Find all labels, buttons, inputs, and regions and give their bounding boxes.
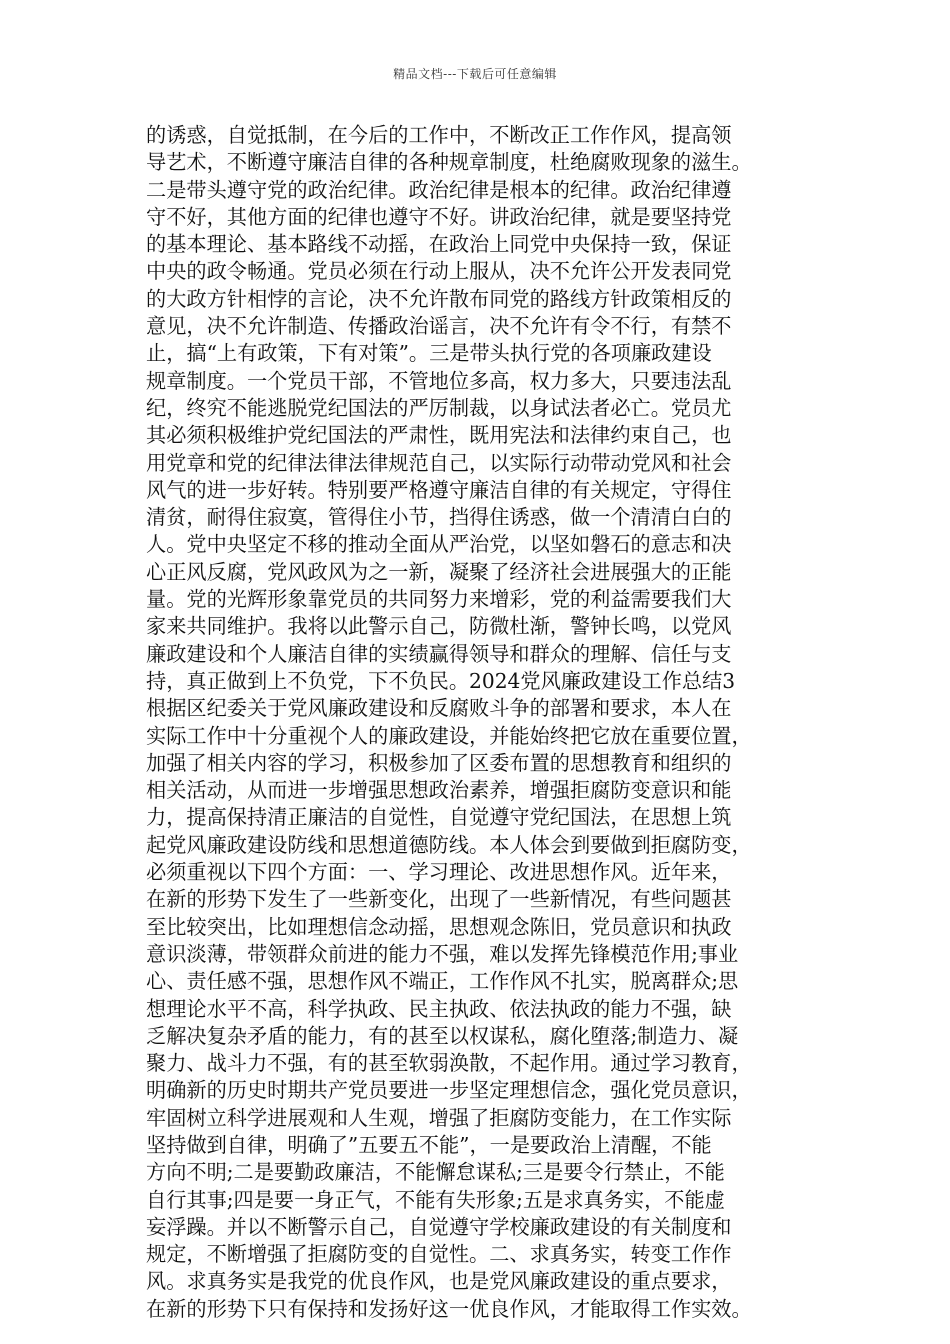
text-line: 在新的形势下发生了一些新变化，出现了一些新情况，有些问题甚 [146, 887, 732, 912]
text-line: 的大政方针相悖的言论，决不允许散布同党的路线方针政策相反的 [146, 286, 732, 311]
text-line: 守不好，其他方面的纪律也遵守不好。讲政治纪律，就是要坚持党 [146, 204, 732, 229]
text-line: 力，提高保持清正廉洁的自觉性，自觉遵守党纪国法，在思想上筑 [146, 805, 732, 830]
text-line: 自行其事;四是要一身正气，不能有失形象;五是求真务实，不能虚 [146, 1187, 725, 1212]
text-line: 明确新的历史时期共产党员要进一步坚定理想信念，强化党员意识， [146, 1078, 752, 1103]
text-line: 的基本理论、基本路线不动摇，在政治上同党中央保持一致，保证 [146, 232, 732, 257]
text-line: 妄浮躁。并以不断警示自己，自觉遵守学校廉政建设的有关制度和 [146, 1214, 732, 1239]
text-line: 心、责任感不强，思想作风不端正，工作作风不扎实，脱离群众;思 [146, 969, 739, 994]
text-line: 必须重视以下四个方面：一、学习理论、改进思想作风。近年来， [146, 860, 732, 885]
text-line: 用党章和党的纪律法律法律规范自己，以实际行动带动党风和社会 [146, 450, 732, 475]
text-line: 二是带头遵守党的政治纪律。政治纪律是根本的纪律。政治纪律遵 [146, 177, 732, 202]
text-line: 廉政建设和个人廉洁自律的实绩赢得领导和群众的理解、信任与支 [146, 641, 732, 666]
text-line: 风气的进一步好转。特别要严格遵守廉洁自律的有关规定，守得住 [146, 477, 732, 502]
text-line: 规章制度。一个党员干部，不管地位多高，权力多大，只要违法乱 [146, 368, 732, 393]
text-line: 持，真正做到上不负党，下不负民。2024党风廉政建设工作总结3 [146, 668, 736, 693]
text-line: 清贫，耐得住寂寞，管得住小节，挡得住诱惑，做一个清清白白的 [146, 505, 732, 530]
text-line: 量。党的光辉形象靠党员的共同努力来增彩，党的利益需要我们大 [146, 587, 732, 612]
text-line: 方向不明;二是要勤政廉洁，不能懈怠谋私;三是要令行禁止，不能 [146, 1160, 725, 1185]
text-line: 其必须积极维护党纪国法的严肃性，既用宪法和法律约束自己，也 [146, 423, 732, 448]
text-line: 根据区纪委关于党风廉政建设和反腐败斗争的部署和要求，本人在 [146, 696, 732, 721]
text-line: 意识淡薄，带领群众前进的能力不强，难以发挥先锋模范作用;事业 [146, 941, 739, 966]
text-line: 相关活动，从而进一步增强思想政治素养，增强拒腐防变意识和能 [146, 778, 732, 803]
body-text [146, 122, 826, 1323]
text-line: 在新的形势下只有保持和发扬好这一优良作风，才能取得工作实效。 [146, 1296, 752, 1321]
text-line: 牢固树立科学进展观和人生观，增强了拒腐防变能力，在工作实际 [146, 1105, 732, 1130]
text-line: 坚持做到自律，明确了”五要五不能”，一是要政治上清醒，不能 [146, 1132, 712, 1157]
text-line: 导艺术，不断遵守廉洁自律的各种规章制度，杜绝腐败现象的滋生。 [146, 150, 752, 175]
text-line: 中央的政令畅通。党员必须在行动上服从，决不允许公开发表同党 [146, 259, 732, 284]
text-line: 止，搞“上有政策，下有对策”。三是带头执行党的各项廉政建设 [146, 341, 712, 366]
text-line: 人。党中央坚定不移的推动全面从严治党，以坚如磐石的意志和决 [146, 532, 732, 557]
text-line: 想理论水平不高，科学执政、民主执政、依法执政的能力不强，缺 [146, 996, 732, 1021]
text-line: 意见，决不允许制造、传播政治谣言，决不允许有令不行，有禁不 [146, 314, 732, 339]
text-line: 加强了相关内容的学习，积极参加了区委布置的思想教育和组织的 [146, 750, 732, 775]
text-line: 纪，终究不能逃脱党纪国法的严厉制裁，以身试法者必亡。党员尤 [146, 395, 732, 420]
text-line: 至比较突出，比如理想信念动摇，思想观念陈旧，党员意识和执政 [146, 914, 732, 939]
page-header: 精品文档---下载后可任意编辑 [393, 67, 557, 81]
text-line: 实际工作中十分重视个人的廉政建设，并能始终把它放在重要位置， [146, 723, 752, 748]
text-line: 的诱惑，自觉抵制，在今后的工作中，不断改正工作作风，提高领 [146, 123, 732, 147]
text-line: 家来共同维护。我将以此警示自己，防微杜渐，警钟长鸣，以党风 [146, 614, 732, 639]
text-line: 起党风廉政建设防线和思想道德防线。本人体会到要做到拒腐防变， [146, 832, 752, 857]
text-line: 心正风反腐，党风政风为之一新，凝聚了经济社会进展强大的正能 [146, 559, 732, 584]
text-line: 乏解决复杂矛盾的能力，有的甚至以权谋私，腐化堕落;制造力、凝 [146, 1023, 739, 1048]
text-line: 风。求真务实是我党的优良作风，也是党风廉政建设的重点要求， [146, 1269, 732, 1294]
text-line: 聚力、战斗力不强，有的甚至软弱涣散，不起作用。通过学习教育， [146, 1051, 752, 1076]
text-line: 规定，不断增强了拒腐防变的自觉性。二、求真务实，转变工作作 [146, 1242, 732, 1267]
